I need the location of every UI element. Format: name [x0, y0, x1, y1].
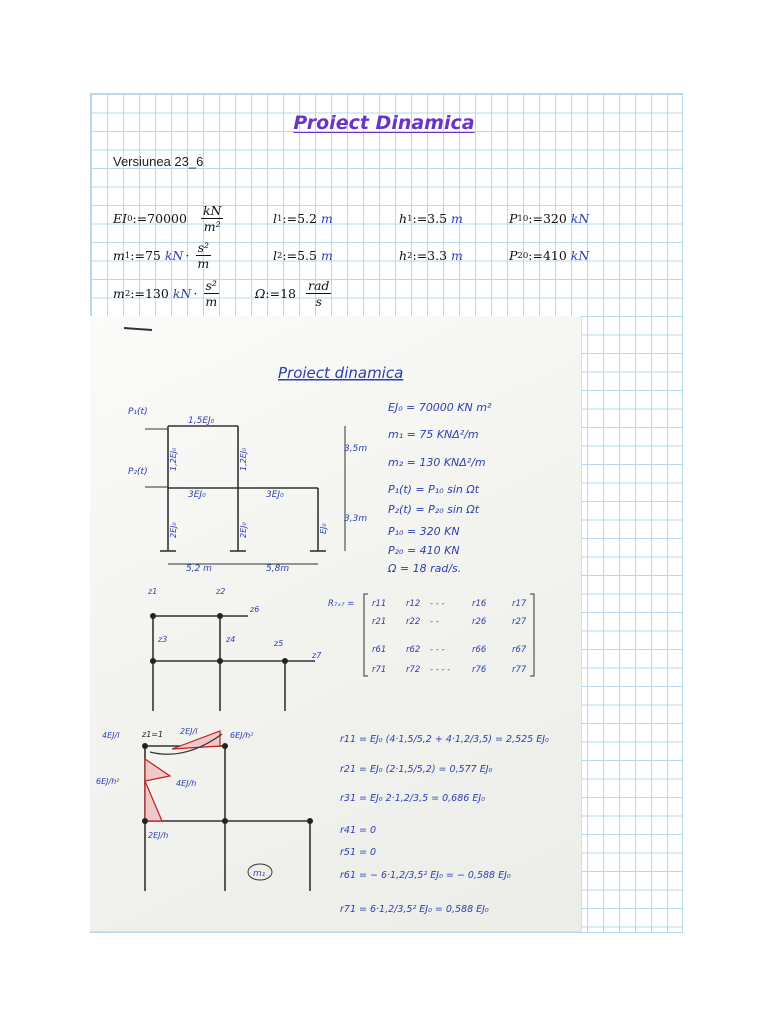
var-h2: h 2 := 3.3 m: [399, 248, 463, 263]
unit-displacement-frame: [145, 746, 310, 891]
matrix-cell: r67: [512, 645, 527, 655]
dof-nodes: [150, 613, 288, 664]
var-P10: P 10 := 320 kN: [509, 211, 590, 226]
moment-label: 4EJ/l: [102, 731, 120, 740]
label-l2: 5,8m: [266, 564, 290, 574]
label-ei-beam-left: 3EJ₀: [188, 490, 206, 500]
matrix-cell: r26: [472, 617, 487, 627]
variable-definitions: [0, 0, 768, 320]
label-h1: 3,5m: [344, 444, 368, 454]
given-line: P₂₀ = 410 KN: [388, 544, 460, 557]
handwritten-notes-drawing: [90, 316, 581, 931]
label-ei-col-left-top: 1,2EJ₀: [169, 447, 178, 471]
matrix-cell: r27: [512, 617, 527, 627]
dof-label: z5: [274, 639, 284, 648]
matrix-cell: r17: [512, 599, 527, 609]
given-data-list: [387, 401, 492, 575]
given-line: m₁ = 75 KNΔ²/m: [388, 428, 479, 441]
matrix-cell: r71: [372, 665, 387, 675]
var-P20: P 20 := 410 kN: [509, 248, 590, 263]
given-line: P₁(t) = P₁₀ sin Ωt: [388, 483, 480, 496]
var-l2: l 2 := 5.5 m: [273, 248, 333, 263]
coefficient-line: r21 = EJ₀ (2·1,5/5,2) = 0,577 EJ₀: [340, 764, 493, 775]
notes-title: Proiect dinamica: [278, 364, 404, 382]
label-p2: P₂(t): [128, 467, 148, 477]
matrix-cell: r62: [406, 645, 421, 655]
label-h2: 3,3m: [344, 514, 368, 524]
matrix-brackets: [364, 594, 534, 676]
matrix-cell: r16: [472, 599, 487, 609]
dof-label: z1: [148, 587, 158, 596]
label-l1: 5,2 m: [186, 564, 212, 574]
matrix-cell: r11: [372, 599, 387, 609]
handwritten-notes-photo: [90, 316, 581, 931]
matrix-cell: r77: [512, 665, 527, 675]
given-line: Ω = 18 rad/s.: [388, 562, 462, 575]
matrix-cell: r72: [406, 665, 421, 675]
label-ei-top-beam: 1,5EJ₀: [188, 416, 215, 426]
matrix-cell: r76: [472, 665, 487, 675]
dof-labels: [147, 587, 322, 660]
var-m1: m 1 := 75 kN · $\frac{\text{s²}}{m}$: [113, 240, 210, 271]
coefficient-list: [340, 734, 549, 915]
dof-label: z2: [216, 587, 226, 596]
matrix-cell: - -: [430, 617, 439, 627]
dof-frame-diagram: [153, 616, 315, 711]
dof-label: z6: [250, 605, 260, 614]
matrix-cell: r61: [372, 645, 387, 655]
given-line: m₂ = 130 KNΔ²/m: [388, 456, 486, 469]
moment-label: 4EJ/h: [176, 779, 197, 788]
stray-mark: [124, 328, 152, 330]
matrix-label: R₇ₓ₇ =: [328, 599, 355, 609]
moment-diagram: [145, 731, 222, 821]
label-ei-col-right-bot: EJ₀: [319, 523, 328, 534]
var-m2: m 2 := 130 kN · $\frac{\text{s²}}{m}$: [113, 278, 218, 309]
moment-labels: [96, 727, 254, 840]
matrix-cell: r12: [406, 599, 421, 609]
given-line: P₂(t) = P₂₀ sin Ωt: [388, 503, 480, 516]
label-ei-col-mid-top: 1,2EJ₀: [239, 447, 248, 471]
unit-fraction: $\frac{kN}{\text{m²}}$: [202, 203, 222, 234]
given-line: P₁₀ = 320 KN: [388, 525, 460, 538]
coefficient-line: r31 = EJ₀ 2·1,2/3,5 = 0,686 EJ₀: [340, 793, 485, 804]
m1-label: m₁: [253, 869, 266, 879]
coefficient-line: r11 = EJ₀ (4·1,5/5,2 + 4·1,2/3,5) = 2,525 EJ₀: [340, 734, 549, 745]
var-Omega: Ω := 18 $\frac{\text{rad}}{s}$: [255, 278, 330, 309]
matrix-cell: - - -: [430, 599, 445, 609]
given-line: EJ₀ = 70000 KN m²: [388, 401, 492, 414]
matrix-cell: r22: [406, 617, 421, 627]
coefficient-line: r71 = 6·1,2/3,5² EJ₀ = 0,588 EJ₀: [340, 904, 489, 915]
z1-label: z1=1: [142, 730, 164, 739]
dof-label: z4: [226, 635, 236, 644]
label-p1: P₁(t): [128, 407, 148, 417]
frame-diagram: [145, 426, 345, 564]
coefficient-line: r61 = − 6·1,2/3,5² EJ₀ = − 0,588 EJ₀: [340, 870, 511, 881]
unit-fraction: $\frac{\text{rad}}{s}$: [307, 278, 330, 309]
matrix-cell: - - - -: [430, 665, 451, 675]
matrix-cell: r21: [372, 617, 387, 627]
coefficient-line: r41 = 0: [340, 825, 377, 836]
moment-label: 2EJ/l: [180, 727, 198, 736]
matrix-cell: r66: [472, 645, 487, 655]
page-title: Proiect Dinamica: [293, 112, 475, 134]
moment-label: 6EJ/h²: [230, 731, 254, 740]
dof-label: z3: [158, 635, 168, 644]
label-ei-col-mid-bot: 2EJ₀: [239, 522, 248, 538]
frame-nodes: [142, 743, 313, 824]
dof-label: z7: [312, 651, 322, 660]
label-ei-col-left-bot: 2EJ₀: [169, 522, 178, 538]
moment-label: 2EJ/h: [148, 831, 169, 840]
var-h1: h 1 := 3.5 m: [399, 211, 463, 226]
moment-label: 6EJ/h²: [96, 777, 120, 786]
label-ei-beam-right: 3EJ₀: [266, 490, 284, 500]
unit-fraction: $\frac{\text{s²}}{m}$: [205, 278, 218, 309]
var-l1: l 1 := 5.2 m: [273, 211, 333, 226]
var-EI0: EI 0 := 70000 $\frac{kN}{\text{m²}}$: [113, 203, 222, 234]
matrix-cell: - - -: [430, 645, 445, 655]
stiffness-matrix: [328, 599, 527, 675]
unit-fraction: $\frac{\text{s²}}{m}$: [197, 240, 210, 271]
version-label: Versiunea 23_6: [113, 154, 204, 169]
coefficient-line: r51 = 0: [340, 847, 377, 858]
